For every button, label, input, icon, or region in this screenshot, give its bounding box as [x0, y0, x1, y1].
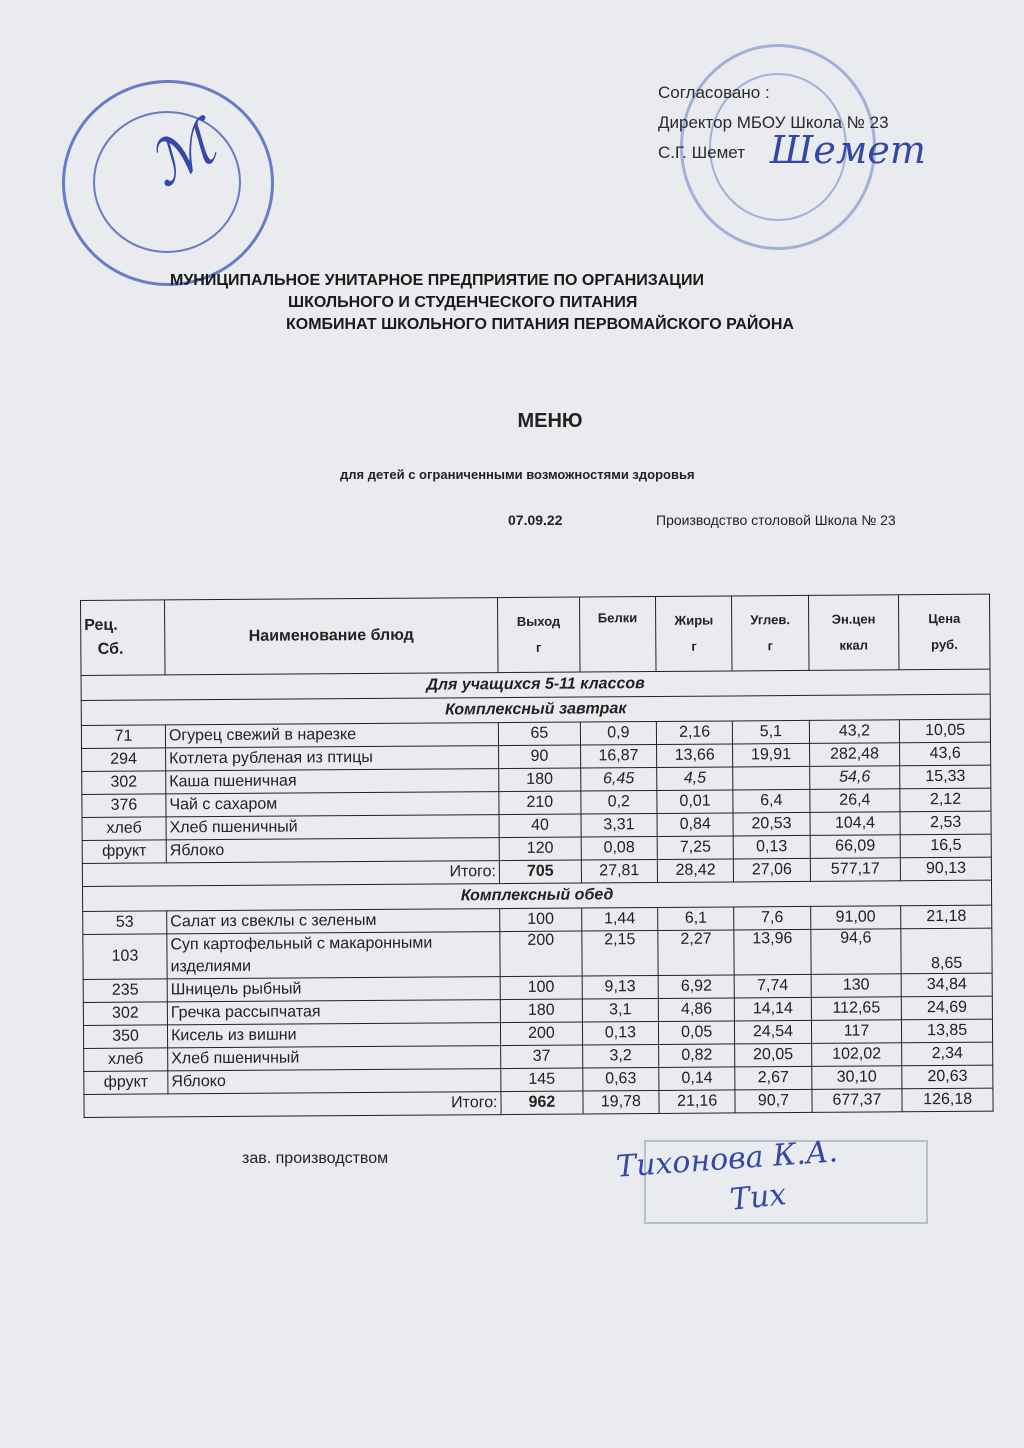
- total-protein: 27,81: [581, 859, 657, 883]
- cell-carbs: 20,05: [735, 1043, 811, 1067]
- cell-yield: 180: [499, 768, 581, 792]
- cell-protein: 9,13: [582, 975, 658, 999]
- cell-protein: 0,08: [581, 836, 657, 860]
- cell-price: 20,63: [902, 1065, 993, 1089]
- cell-yield: 145: [501, 1068, 583, 1092]
- cell-name: Котлета рубленая из птицы: [166, 746, 499, 771]
- cell-protein: 6,45: [580, 767, 656, 791]
- approval-line: Согласовано :: [658, 83, 770, 102]
- cell-name: Гречка рассыпчатая: [167, 1000, 500, 1025]
- cell-carbs: 24,54: [735, 1020, 811, 1044]
- director-signature: Шемет: [770, 128, 926, 172]
- cell-protein: 1,44: [581, 907, 657, 931]
- cell-carbs: 7,74: [734, 974, 810, 998]
- cell-name: Хлеб пшеничный: [166, 815, 499, 840]
- total-price: 126,18: [902, 1088, 993, 1112]
- org-line-2: ШКОЛЬНОГО И СТУДЕНЧЕСКОГО ПИТАНИЯ: [288, 294, 638, 311]
- cell-yield: 120: [499, 837, 581, 861]
- cell-code: 350: [83, 1025, 167, 1049]
- total-carbs: 27,06: [734, 858, 810, 882]
- cell-carbs: 6,4: [733, 789, 809, 813]
- cell-fat: 0,84: [657, 813, 733, 837]
- cell-carbs: 0,13: [733, 835, 809, 859]
- total-yield: 962: [501, 1091, 583, 1115]
- cell-name: Салат из свеклы с зеленым: [167, 909, 500, 934]
- cell-energy: 54,6: [809, 766, 900, 790]
- table-row: [83, 928, 992, 979]
- col-energy-l2: ккал: [839, 637, 869, 653]
- total-yield: 705: [499, 860, 581, 884]
- cell-yield: 65: [498, 722, 580, 746]
- total-energy: 577,17: [810, 858, 901, 882]
- cell-protein: 2,15: [582, 930, 659, 976]
- cell-name: Каша пшеничная: [166, 769, 499, 794]
- cell-yield: 200: [500, 1022, 582, 1046]
- cell-yield: 100: [500, 976, 582, 1000]
- cell-yield: 90: [499, 745, 581, 769]
- col-name: Наименование блюд: [165, 598, 499, 675]
- cell-price: 34,84: [901, 973, 992, 997]
- col-yield-l1: Выход: [516, 613, 561, 629]
- col-energy-l1: Эн.цен: [831, 611, 876, 627]
- cell-fat: 0,14: [659, 1067, 735, 1091]
- total-price: 90,13: [901, 857, 992, 881]
- cell-price: 2,34: [902, 1042, 993, 1066]
- cell-yield: 40: [499, 814, 581, 838]
- col-price-l2: руб.: [931, 636, 958, 653]
- cell-yield: 200: [500, 931, 582, 977]
- total-label: Итого:: [82, 861, 499, 887]
- cell-price: 13,85: [902, 1019, 993, 1043]
- col-carbs-l2: г: [767, 638, 774, 654]
- cell-price: 2,12: [900, 788, 991, 812]
- cell-code: 235: [83, 979, 167, 1003]
- cell-price: 10,05: [900, 719, 991, 743]
- subtitle: для детей с ограниченными возможностями здоровья: [340, 467, 695, 482]
- cell-energy: 130: [811, 974, 902, 998]
- cell-code: 71: [81, 725, 165, 749]
- col-energy: [808, 595, 899, 671]
- cell-carbs: 20,53: [733, 812, 809, 836]
- cell-name: Яблоко: [166, 838, 499, 863]
- cell-fat: 0,82: [659, 1044, 735, 1068]
- cell-code: 302: [83, 1002, 167, 1026]
- cell-protein: 16,87: [580, 744, 656, 768]
- approval-block: [658, 78, 889, 168]
- total-energy: 677,37: [812, 1089, 903, 1113]
- cell-name: Чай с сахаром: [166, 792, 499, 817]
- cell-name: Шницель рыбный: [167, 977, 500, 1002]
- cell-energy: 94,6: [810, 929, 901, 975]
- manager-signature-mark: Тих: [728, 1177, 788, 1218]
- cell-protein: 3,31: [581, 813, 657, 837]
- cell-protein: 0,9: [580, 721, 656, 745]
- cell-price: 2,53: [900, 811, 991, 835]
- cell-yield: 100: [500, 908, 582, 932]
- cell-name: Суп картофельный с макаронными изделиями: [167, 932, 500, 979]
- left-stamp-signature: ℳ: [136, 108, 228, 202]
- cell-protein: 0,2: [581, 790, 657, 814]
- org-line-1: МУНИЦИПАЛЬНОЕ УНИТАРНОЕ ПРЕДПРИЯТИЕ ПО ОРГАНИЗАЦИИ: [170, 272, 704, 289]
- cell-price: 15,33: [900, 765, 991, 789]
- cell-code: 103: [83, 934, 167, 980]
- production-site: Производство столовой Школа № 23: [656, 512, 896, 528]
- col-code: [81, 600, 166, 676]
- col-price: [899, 594, 990, 670]
- cell-fat: 2,27: [658, 930, 735, 976]
- col-carbs: [732, 595, 809, 671]
- cell-fat: 13,66: [657, 744, 733, 768]
- manager-signature: Тихонова К.А.: [615, 1134, 839, 1185]
- cell-price: 43,6: [900, 742, 991, 766]
- col-carbs-l1: Углев.: [750, 612, 790, 628]
- cell-carbs: 19,91: [733, 743, 809, 767]
- cell-carbs: 7,6: [734, 906, 810, 930]
- total-fat: 28,42: [657, 859, 733, 883]
- col-code-l2: Сб.: [97, 640, 124, 658]
- col-yield-l2: г: [535, 639, 542, 655]
- cell-fat: 7,25: [657, 836, 733, 860]
- cell-fat: 4,5: [657, 767, 733, 791]
- cell-energy: 104,4: [810, 812, 901, 836]
- cell-code: 376: [82, 794, 166, 818]
- cell-energy: 282,48: [809, 743, 900, 767]
- cell-code: 53: [83, 911, 167, 935]
- lunch-total-row: [84, 1088, 993, 1117]
- col-fat-l1: Жиры: [674, 612, 714, 628]
- total-carbs: 90,7: [735, 1089, 811, 1113]
- signature-label: зав. производством: [242, 1150, 389, 1167]
- cell-protein: 0,13: [582, 1021, 658, 1045]
- cell-energy: 43,2: [809, 720, 900, 744]
- cell-protein: 3,2: [582, 1044, 658, 1068]
- col-yield: [497, 597, 579, 673]
- menu-table: [80, 594, 994, 1118]
- cell-energy: 30,10: [811, 1066, 902, 1090]
- cell-protein: 3,1: [582, 998, 658, 1022]
- group-title: Для учащихся 5-11 классов: [81, 669, 990, 700]
- cell-fat: 6,92: [658, 975, 734, 999]
- cell-code: фрукт: [84, 1071, 168, 1095]
- cell-carbs: 2,67: [735, 1066, 811, 1090]
- cell-price: 24,69: [902, 996, 993, 1020]
- menu-date: 07.09.22: [508, 512, 563, 528]
- cell-code: хлеб: [82, 817, 166, 841]
- approval-director: Директор МБОУ Школа № 23: [658, 113, 889, 132]
- breakfast-section-title: Комплексный завтрак: [81, 694, 990, 725]
- cell-carbs: [733, 766, 809, 790]
- cell-carbs: 13,96: [734, 929, 811, 975]
- cell-fat: 0,05: [658, 1021, 734, 1045]
- cell-carbs: 5,1: [733, 720, 809, 744]
- col-protein: Белки: [579, 596, 656, 672]
- total-label: Итого:: [84, 1092, 501, 1118]
- cell-name: Яблоко: [168, 1069, 501, 1094]
- col-code-l1: Рец.: [84, 616, 118, 634]
- cell-energy: 26,4: [809, 789, 900, 813]
- lunch-section-title: Комплексный обед: [83, 880, 992, 911]
- cell-name: Кисель из вишни: [167, 1023, 500, 1048]
- cell-code: фрукт: [82, 840, 166, 864]
- total-fat: 21,16: [659, 1090, 735, 1114]
- table-header: [81, 594, 991, 675]
- cell-name: Огурец свежий в нарезке: [165, 723, 498, 748]
- approval-name: С.Г. Шемет: [658, 143, 745, 162]
- col-fat: [656, 596, 733, 672]
- cell-price: 21,18: [901, 905, 992, 929]
- cell-price: 8,65: [901, 928, 992, 974]
- cell-protein: 0,63: [583, 1067, 659, 1091]
- cell-code: 302: [82, 771, 166, 795]
- cell-energy: 102,02: [811, 1043, 902, 1067]
- cell-price: 16,5: [900, 834, 991, 858]
- cell-yield: 180: [500, 999, 582, 1023]
- org-line-3: КОМБИНАТ ШКОЛЬНОГО ПИТАНИЯ ПЕРВОМАЙСКОГО РАЙОНА: [286, 316, 794, 333]
- cell-code: 294: [82, 748, 166, 772]
- cell-carbs: 14,14: [735, 997, 811, 1021]
- col-fat-l2: г: [691, 638, 697, 654]
- cell-energy: 112,65: [811, 997, 902, 1021]
- cell-fat: 4,86: [658, 998, 734, 1022]
- page-title: МЕНЮ: [517, 410, 583, 432]
- cell-code: хлеб: [84, 1048, 168, 1072]
- cell-fat: 2,16: [656, 721, 732, 745]
- cell-energy: 66,09: [810, 835, 901, 859]
- col-price-l1: Цена: [928, 610, 961, 627]
- cell-yield: 210: [499, 791, 581, 815]
- cell-fat: 0,01: [657, 790, 733, 814]
- total-protein: 19,78: [583, 1090, 659, 1114]
- cell-energy: 91,00: [810, 906, 901, 930]
- cell-name: Хлеб пшеничный: [168, 1046, 501, 1071]
- cell-yield: 37: [501, 1045, 583, 1069]
- cell-fat: 6,1: [658, 907, 734, 931]
- cell-energy: 117: [811, 1020, 902, 1044]
